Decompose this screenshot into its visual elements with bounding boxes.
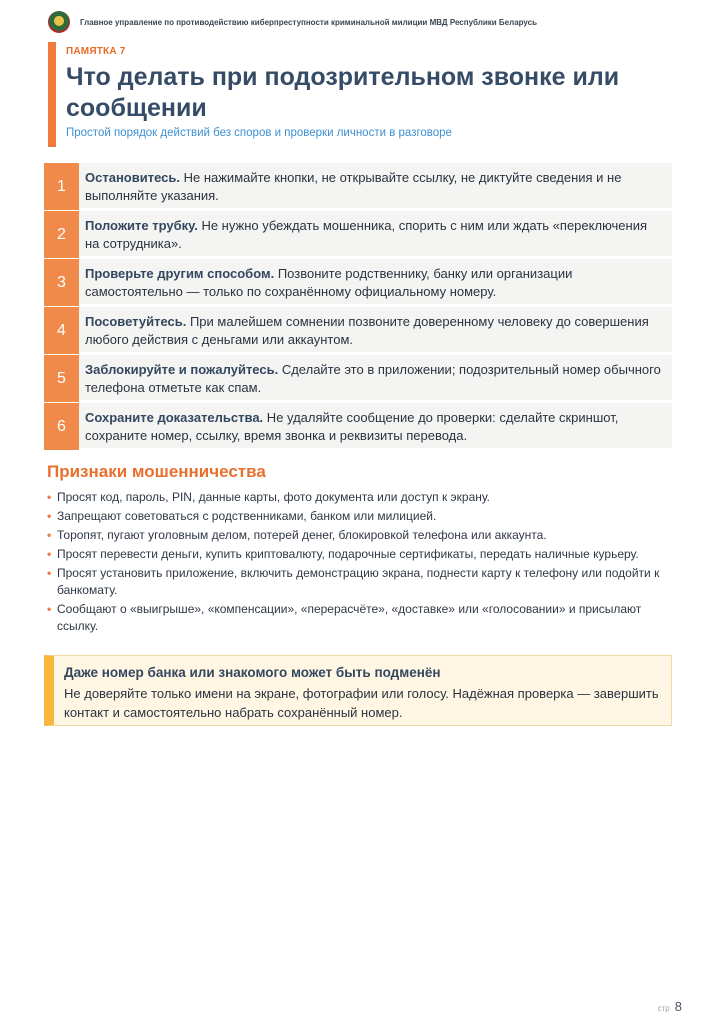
step-lead: Сохраните доказательства. — [85, 410, 264, 425]
step-lead: Положите трубку. — [85, 218, 198, 233]
step-text — [79, 211, 672, 259]
step-item — [44, 163, 672, 211]
list-item: • Сообщают о «выигрыше», «компенсации», «перерасчёте», «доставке» или «голосовании» и присылают ссылку. — [47, 601, 675, 635]
step-text — [79, 355, 672, 403]
step-description: Не удаляйте сообщение до проверки: сделайте скриншот, сохраните номер, ссылку, время звонка и реквизиты перевода. — [85, 410, 619, 443]
step-item — [44, 211, 672, 259]
step-number: 5 — [44, 355, 79, 403]
page-title: Что делать при подозрительном звонке или сообщении — [66, 63, 620, 122]
steps-list — [44, 163, 672, 451]
page-number: 8 — [674, 999, 682, 1014]
step-item — [44, 355, 672, 403]
step-number: 2 — [44, 211, 79, 259]
callout-text: Не доверяйте только имени на экране, фотографии или голосу. Надёжная проверка — завершить контакт и самостоятельно набрать сохранённый номер. — [64, 686, 659, 720]
step-item — [44, 307, 672, 355]
list-item: • Запрещают советоваться с родственниками, банком или милицией. — [47, 508, 675, 525]
list-item: • Просят установить приложение, включить демонстрацию экрана, поднести карту к телефону или подойти к банкомату. — [47, 565, 675, 599]
step-item — [44, 403, 672, 451]
step-lead: Остановитесь. — [85, 170, 180, 185]
step-lead: Проверьте другим способом. — [85, 266, 275, 281]
list-item: • Просят код, пароль, PIN, данные карты, фото документа или доступ к экрану. — [47, 489, 675, 506]
warning-callout — [44, 655, 672, 726]
step-description: При малейшем сомнении позвоните доверенному человеку до совершения любого действия с деньгами или аккаунтом. — [85, 314, 649, 347]
step-number: 3 — [44, 259, 79, 307]
step-text — [79, 163, 672, 211]
memo-label: ПАМЯТКА 7 — [66, 46, 126, 57]
page-number-prefix: стр — [657, 1004, 670, 1013]
step-number: 4 — [44, 307, 79, 355]
organization-name: Главное управление по противодействию киберпреступности криминальной милиции МВД Республики Беларусь — [80, 17, 538, 27]
step-text — [79, 259, 672, 307]
step-number: 6 — [44, 403, 79, 451]
signs-heading: Признаки мошенничества — [47, 462, 266, 481]
step-description: Сделайте это в приложении; подозрительный номер обычного телефона отметьте как спам. — [85, 362, 661, 395]
page-subtitle: Простой порядок действий без споров и проверки личности в разговоре — [66, 127, 452, 139]
step-text — [79, 307, 672, 355]
step-lead: Посоветуйтесь. — [85, 314, 187, 329]
step-number: 1 — [44, 163, 79, 211]
step-lead: Заблокируйте и пожалуйтесь. — [85, 362, 279, 377]
page-header — [48, 9, 684, 35]
step-description: Позвоните родственнику, банку или организации самостоятельно — только по сохранённому официальному номеру. — [85, 266, 573, 299]
callout-title: Даже номер банка или знакомого может быть подменён — [64, 665, 441, 680]
title-block — [48, 42, 696, 147]
step-item — [44, 259, 672, 307]
signs-list — [47, 489, 675, 637]
step-description: Не нужно убеждать мошенника, спорить с ним или ждать «переключения на сотрудника». — [85, 218, 648, 251]
list-item: • Просят перевести деньги, купить криптовалюту, подарочные сертификаты, передать наличные курьеру. — [47, 546, 675, 563]
step-text — [79, 403, 672, 451]
list-item: • Торопят, пугают уголовным делом, потерей денег, блокировкой телефона или аккаунта. — [47, 527, 675, 544]
emblem-icon — [48, 11, 70, 33]
page-footer — [658, 999, 682, 1014]
step-description: Не нажимайте кнопки, не открывайте ссылку, не диктуйте сведения и не выполняйте указания. — [85, 170, 622, 203]
